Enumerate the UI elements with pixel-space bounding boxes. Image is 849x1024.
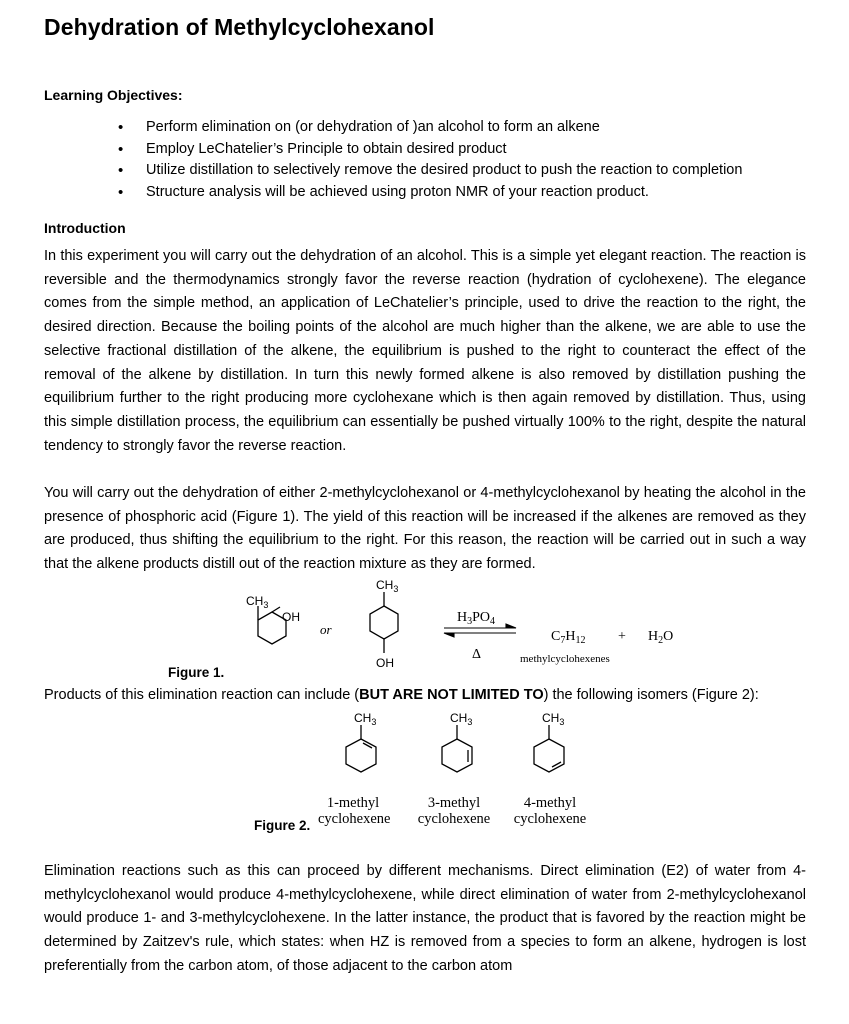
equilibrium-arrows	[444, 624, 516, 637]
figure-2-isomers	[320, 708, 600, 788]
4-methylcyclohexanol-structure	[370, 592, 398, 653]
emphasis-text: BUT ARE NOT LIMITED TO	[359, 687, 544, 703]
introduction-paragraph-2: You will carry out the dehydration of either 2-methylcyclohexanol or 4-methylcyclohexanol by heating the alcohol in the presence of phosphoric acid (Figure 1). The yield of this reaction will be increased if the alkenes are removed as they are produced, thus shifting the equilibrium to the right. For this reason, the reaction will be carried out in such a way that the alkene products distill out of the reaction mixture as they are formed.	[44, 485, 806, 573]
oh-label: OH	[376, 656, 394, 670]
isomer-label-3: 3-methyl cyclohexene	[417, 795, 491, 827]
3-methylcyclohexene-structure	[442, 725, 472, 772]
product-formula: $C_7H_{12}$	[551, 629, 586, 646]
1-methylcyclohexene-structure	[346, 725, 376, 772]
objectives-heading: Learning Objectives:	[44, 87, 183, 103]
products-sentence: Products of this elimination reaction can include (BUT ARE NOT LIMITED TO) the following isomers (Figure 2):	[44, 687, 759, 703]
objective-item: • Structure analysis will be achieved using proton NMR of your reaction product.	[0, 182, 742, 204]
water-formula: $H_2O$	[648, 629, 674, 646]
figure-1-caption: Figure 1.	[168, 665, 225, 680]
ch3-label: $CH_3$	[542, 711, 565, 727]
ch3-label: $CH_3$	[450, 711, 473, 727]
introduction-paragraph-1: In this experiment you will carry out the dehydration of an alcohol. This is a simple yet elegant reaction. The reaction is reversible and the thermodynamics strongly favor the reverse reaction (hydration of cyclohexene). The elegance comes from the simple method, an application of LeChatelier’s principle, used to drive the reaction to the right, the desired direction. Because the boiling points of the alcohol are much higher than the alkene, we are able to use the selective fractional distillation of the alkene, the equilibrium is pushed to the right to counteract the effect of the removal of the alkene by distillation. In turn this newly formed alkene is also removed by distillation pushing the equilibrium further to the right producing more cyclohexane which is then again removed by distillation. Thus, using this simple distillation process, the equilibrium can essentially be pushed virtually 100% to the right, despite the natural tendency to strongly favor the reverse reaction.	[44, 248, 806, 454]
heat-label: Δ	[472, 647, 482, 662]
or-label: or	[320, 622, 332, 637]
ch3-label: $CH_3$	[246, 594, 269, 610]
introduction-heading: Introduction	[44, 220, 126, 236]
reagent-label: $H_3PO_4$	[457, 610, 496, 627]
objective-item: • Utilize distillation to selectively remove the desired product to push the reaction to completion	[0, 160, 742, 182]
mechanism-paragraph: Elimination reactions such as this can proceed by different mechanisms. Direct elimination (E2) of water from 4-methylcyclohexanol would produce 4-methylcyclohexene, while direct elimination of water from 2-methylcyclohexanol would produce 1- and 3-methylcyclohexene. In the latter instance, the product that is favored by the reaction might be determined by Zaitzev's rule, which states: when HZ is removed from a species to form an alkene, hydrogen is lost preferentially from the carbon atom, of those adjacent to the carbon atom	[44, 863, 806, 974]
figure-1-reaction-scheme	[200, 574, 674, 684]
oh-label: OH	[282, 610, 300, 624]
plus-sign: +	[618, 629, 626, 644]
product-name: methylcyclohexenes	[520, 653, 610, 665]
ch3-label: $CH_3$	[354, 711, 377, 727]
page-title: Dehydration of Methylcyclohexanol	[44, 14, 435, 40]
isomer-label-4: 4-methyl cyclohexene	[513, 795, 587, 827]
4-methylcyclohexene-structure	[534, 725, 564, 772]
figure-2-caption: Figure 2.	[254, 818, 311, 833]
objective-item: • Employ LeChatelier’s Principle to obtain desired product	[0, 139, 742, 161]
objectives-list	[0, 117, 742, 203]
isomer-label-1: 1-methyl cyclohexene	[318, 795, 391, 827]
ch3-label: $CH_3$	[376, 578, 399, 594]
objective-item: • Perform elimination on (or dehydration of )an alcohol to form an alkene	[0, 117, 742, 139]
